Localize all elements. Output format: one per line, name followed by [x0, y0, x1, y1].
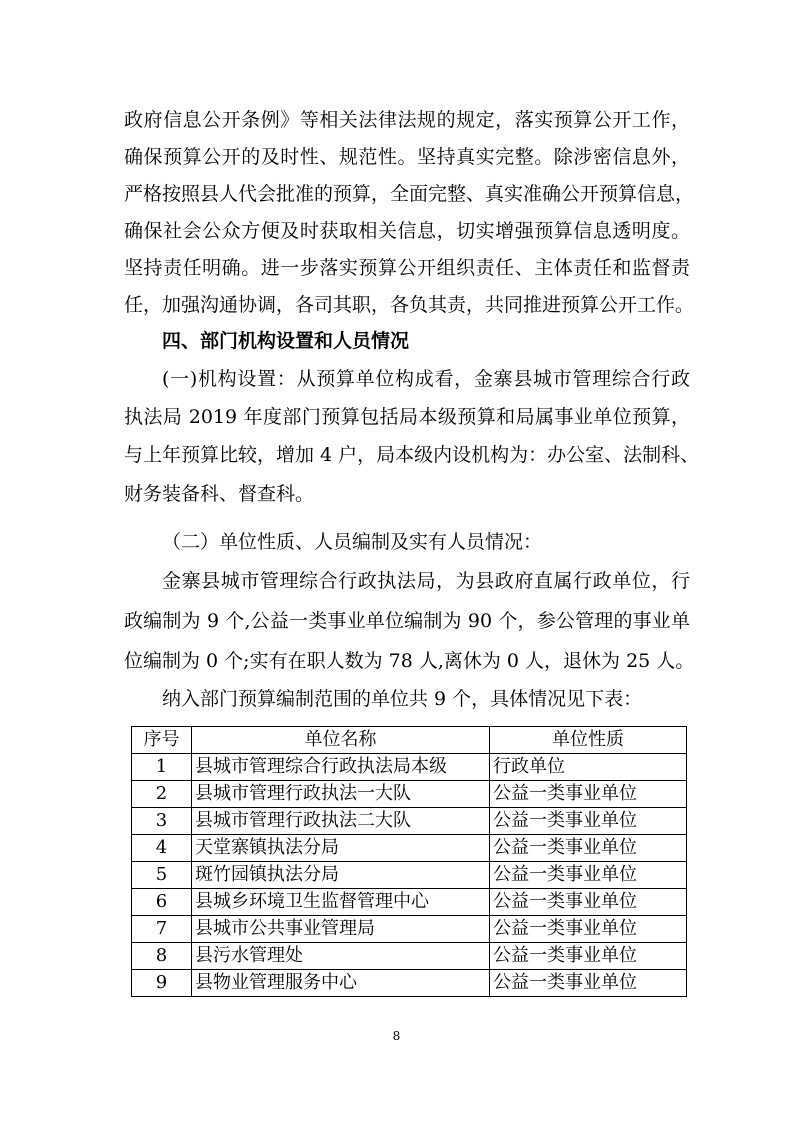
cell-unit-nature: 公益一类事业单位	[490, 889, 687, 916]
cell-unit-nature: 公益一类事业单位	[490, 916, 687, 943]
header-index: 序号	[132, 727, 192, 754]
cell-unit-name: 天堂寨镇执法分局	[192, 835, 490, 862]
units-table	[131, 726, 687, 997]
cell-index: 2	[132, 781, 192, 808]
org-setup-line: (一)机构设置：从预算单位构成看，金寨县城市管理综合行政	[162, 368, 690, 390]
cell-index: 8	[132, 943, 192, 970]
staff-info-line: 金寨县城市管理综合行政执法局，为县政府直属行政单位，行	[162, 570, 690, 592]
cell-unit-name: 县污水管理处	[192, 943, 490, 970]
cell-unit-nature: 公益一类事业单位	[490, 943, 687, 970]
staff-info-line: 政编制为 9 个,公益一类事业单位编制为 90 个，参公管理的事业单	[124, 610, 690, 632]
table-row	[132, 970, 687, 997]
table-row	[132, 835, 687, 862]
cell-index: 1	[132, 754, 192, 781]
cell-index: 9	[132, 970, 192, 997]
org-setup-line: 执法局 2019 年度部门预算包括局本级预算和局属事业单位预算，	[124, 406, 690, 428]
cell-index: 3	[132, 808, 192, 835]
cell-index: 7	[132, 916, 192, 943]
cell-unit-name: 县城乡环境卫生监督管理中心	[192, 889, 490, 916]
cell-unit-name: 县城市管理综合行政执法局本级	[192, 754, 490, 781]
paragraph-line: 任，加强沟通协调，各司其职，各负其责，共同推进预算公开工作。	[124, 294, 695, 316]
cell-unit-name: 县物业管理服务中心	[192, 970, 490, 997]
table-row	[132, 889, 687, 916]
org-setup-line: 与上年预算比较，增加 4 户，局本级内设机构为：办公室、法制科、	[124, 444, 700, 466]
cell-unit-name: 县城市管理行政执法一大队	[192, 781, 490, 808]
cell-unit-name: 县城市公共事业管理局	[192, 916, 490, 943]
org-setup-line: 财务装备科、督查科。	[124, 483, 315, 505]
cell-index: 4	[132, 835, 192, 862]
paragraph-line: 严格按照县人代会批准的预算，全面完整、真实准确公开预算信息，	[124, 183, 695, 205]
cell-index: 6	[132, 889, 192, 916]
subheading: （二）单位性质、人员编制及实有人员情况：	[162, 531, 543, 553]
cell-unit-nature: 公益一类事业单位	[490, 862, 687, 889]
paragraph-line: 坚持责任明确。进一步落实预算公开组织责任、主体责任和监督责	[124, 257, 690, 279]
table-row	[132, 943, 687, 970]
paragraph-line: 政府信息公开条例》等相关法律法规的规定，落实预算公开工作，	[124, 109, 690, 131]
staff-info-line: 位编制为 0 个;实有在职人数为 78 人,离休为 0 人，退休为 25 人。	[124, 650, 695, 672]
cell-unit-nature: 公益一类事业单位	[490, 970, 687, 997]
table-row	[132, 808, 687, 835]
cell-unit-name: 县城市管理行政执法二大队	[192, 808, 490, 835]
table-row	[132, 781, 687, 808]
cell-unit-nature: 公益一类事业单位	[490, 808, 687, 835]
section-heading: 四、部门机构设置和人员情况	[162, 330, 410, 352]
table-row	[132, 754, 687, 781]
cell-unit-nature: 公益一类事业单位	[490, 835, 687, 862]
cell-unit-name: 斑竹园镇执法分局	[192, 862, 490, 889]
cell-unit-nature: 公益一类事业单位	[490, 781, 687, 808]
table-header-row	[132, 727, 687, 754]
cell-unit-nature: 行政单位	[490, 754, 687, 781]
page-number: 8	[392, 1029, 401, 1043]
header-unit-nature: 单位性质	[490, 727, 687, 754]
table-row	[132, 862, 687, 889]
table-row	[132, 916, 687, 943]
table-intro: 纳入部门预算编制范围的单位共 9 个，具体情况见下表：	[162, 688, 643, 710]
paragraph-line: 确保社会公众方便及时获取相关信息，切实增强预算信息透明度。	[124, 220, 690, 242]
cell-index: 5	[132, 862, 192, 889]
header-unit-name: 单位名称	[192, 727, 490, 754]
paragraph-line: 确保预算公开的及时性、规范性。坚持真实完整。除涉密信息外，	[124, 146, 690, 168]
